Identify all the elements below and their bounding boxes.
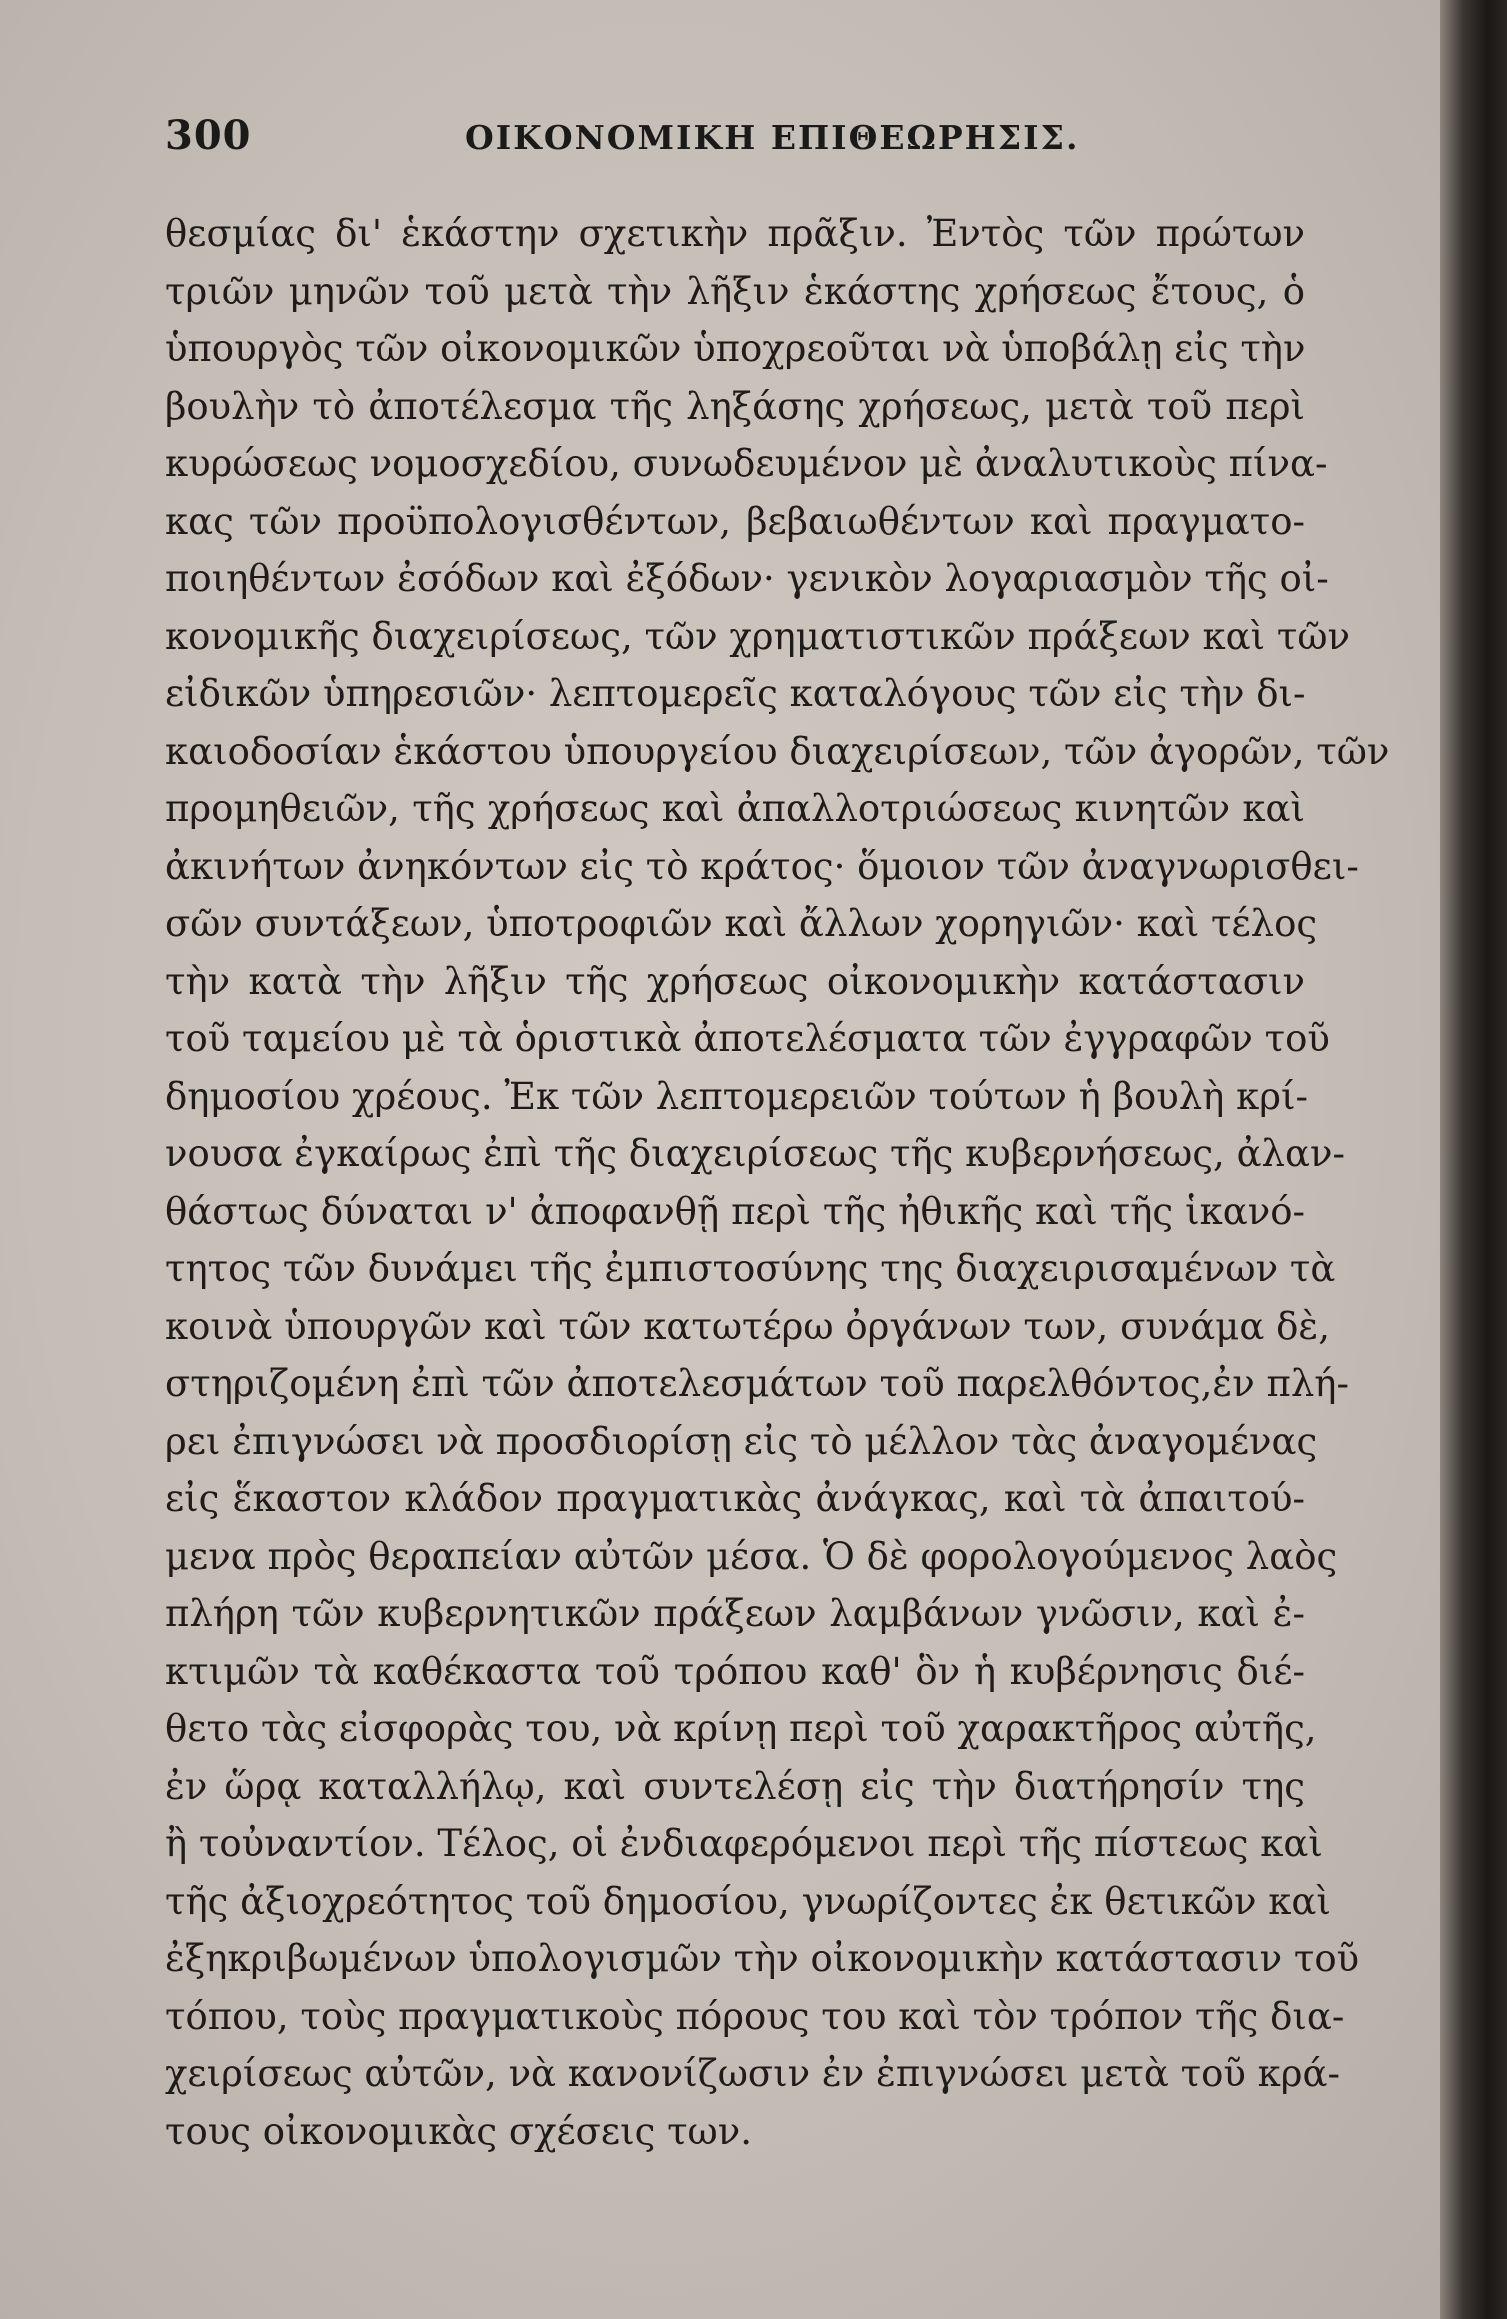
text-line: βουλὴν τὸ ἀποτέλεσμα τῆς ληξάσης χρήσεως, μετὰ τοῦ περὶ [165, 384, 1305, 428]
text-line: τόπου, τοὺς πραγματικοὺς πόρους του καὶ τὸν τρόπον τῆς δια- [165, 1994, 1345, 2038]
text-line: κονομικῆς διαχειρίσεως, τῶν χρηματιστικῶν πράξεων καὶ τῶν [165, 614, 1351, 658]
text-line: τῆς ἀξιοχρεότητος τοῦ δημοσίου, γνωρίζοντες ἐκ θετικῶν καὶ [165, 1879, 1331, 1923]
text-line: νουσα ἐγκαίρως ἐπὶ τῆς διαχειρίσεως τῆς κυβερνήσεως, ἀλαν- [165, 1132, 1345, 1175]
text-line: εἰδικῶν ὑπηρεσιῶν· λεπτομερεῖς καταλόγους τῶν εἰς τὴν δι- [165, 672, 1306, 715]
page-header [165, 112, 1325, 172]
page-gutter-shadow [1440, 0, 1507, 2319]
text-line: κτιμῶν τὰ καθέκαστα τοῦ τρόπου καθ' ὃν ἡ κυβέρνησις διέ- [165, 1649, 1305, 1693]
text-line: τους οἰκονομικὰς σχέσεις των. [165, 2109, 752, 2153]
text-line: εἰς ἕκαστον κλάδον πραγματικὰς ἀνάγκας, καὶ τὰ ἀπαιτού- [165, 1477, 1305, 1520]
text-line: καιοδοσίαν ἑκάστου ὑπουργείου διαχειρίσεων, τῶν ἀγορῶν, τῶν [165, 729, 1390, 773]
text-line: ἢ τοὐναντίον. Τέλος, οἱ ἐνδιαφερόμενοι περὶ τῆς πίστεως καὶ [165, 1822, 1323, 1865]
text-line: τὴν κατὰ τὴν λῆξιν τῆς χρήσεως οἰκονομικὴν κατάστασιν [165, 959, 1305, 1003]
text-line: μενα πρὸς θεραπείαν αὐτῶν μέσα. Ὁ δὲ φορολογούμενος λαὸς [165, 1534, 1338, 1578]
text-line: πλήρη τῶν κυβερνητικῶν πράξεων λαμβάνων γνῶσιν, καὶ ἐ- [165, 1592, 1305, 1635]
text-line: τριῶν μηνῶν τοῦ μετὰ τὴν λῆξιν ἑκάστης χρήσεως ἔτους, ὁ [165, 269, 1305, 313]
text-line: ἐν ὥρᾳ καταλλήλῳ, καὶ συντελέσῃ εἰς τὴν διατήρησίν της [165, 1764, 1305, 1808]
page-number: 300 [165, 112, 252, 159]
text-line: ὑπουργὸς τῶν οἰκονομικῶν ὑποχρεοῦται νὰ ὑποβάλῃ εἰς τὴν [165, 327, 1306, 370]
text-line: θεσμίας δι' ἑκάστην σχετικὴν πρᾶξιν. Ἐντὸς τῶν πρώτων [165, 212, 1305, 255]
text-line: τοῦ ταμείου μὲ τὰ ὁριστικὰ ἀποτελέσματα τῶν ἐγγραφῶν τοῦ [165, 1017, 1330, 1060]
text-line: ἐξηκριβωμένων ὑπολογισμῶν τὴν οἰκονομικὴν κατάστασιν τοῦ [165, 1937, 1360, 1980]
text-line: στηριζομένη ἐπὶ τῶν ἀποτελεσμάτων τοῦ παρελθόντος,ἐν πλή- [165, 1362, 1349, 1405]
text-line: κυρώσεως νομοσχεδίου, συνωδευμένον μὲ ἀναλυτικοὺς πίνα- [165, 442, 1328, 485]
text-line: ἀκινήτων ἀνηκόντων εἰς τὸ κράτος· ὅμοιον τῶν ἀναγνωρισθει- [165, 844, 1359, 888]
text-line: προμηθειῶν, τῆς χρήσεως καὶ ἀπαλλοτριώσεως κινητῶν καὶ [165, 787, 1305, 830]
text-line: ποιηθέντων ἐσόδων καὶ ἐξόδων· γενικὸν λογαριασμὸν τῆς οἰ- [165, 557, 1329, 600]
running-head: ΟΙΚΟΝΟΜΙΚΗ ΕΠΙΘΕΩΡΗΣΙΣ. [465, 118, 1080, 157]
text-line: δημοσίου χρέους. Ἐκ τῶν λεπτομερειῶν τούτων ἡ βουλὴ κρί- [165, 1074, 1308, 1118]
text-line: τητος τῶν δυνάμει τῆς ἐμπιστοσύνης της διαχειρισαμένων τὰ [165, 1247, 1336, 1290]
text-line: σῶν συντάξεων, ὑποτροφιῶν καὶ ἄλλων χορηγιῶν· καὶ τέλος [165, 902, 1318, 945]
text-line: κας τῶν προϋπολογισθέντων, βεβαιωθέντων καὶ πραγματο- [165, 499, 1305, 543]
text-line: κοινὰ ὑπουργῶν καὶ τῶν κατωτέρω ὀργάνων των, συνάμα δὲ, [165, 1304, 1330, 1348]
text-line: θάστως δύναται ν' ἀποφανθῇ περὶ τῆς ἠθικῆς καὶ τῆς ἱκανό- [165, 1189, 1305, 1233]
text-line: χειρίσεως αὐτῶν, νὰ κανονίζωσιν ἐν ἐπιγνώσει μετὰ τοῦ κρά- [165, 2052, 1340, 2095]
text-line: θετο τὰς εἰσφορὰς του, νὰ κρίνῃ περὶ τοῦ χαρακτῆρος αὐτῆς, [165, 1707, 1317, 1750]
text-line: ρει ἐπιγνώσει νὰ προσδιορίσῃ εἰς τὸ μέλλον τὰς ἀναγομένας [165, 1419, 1318, 1463]
body-paragraph [165, 205, 1390, 2160]
